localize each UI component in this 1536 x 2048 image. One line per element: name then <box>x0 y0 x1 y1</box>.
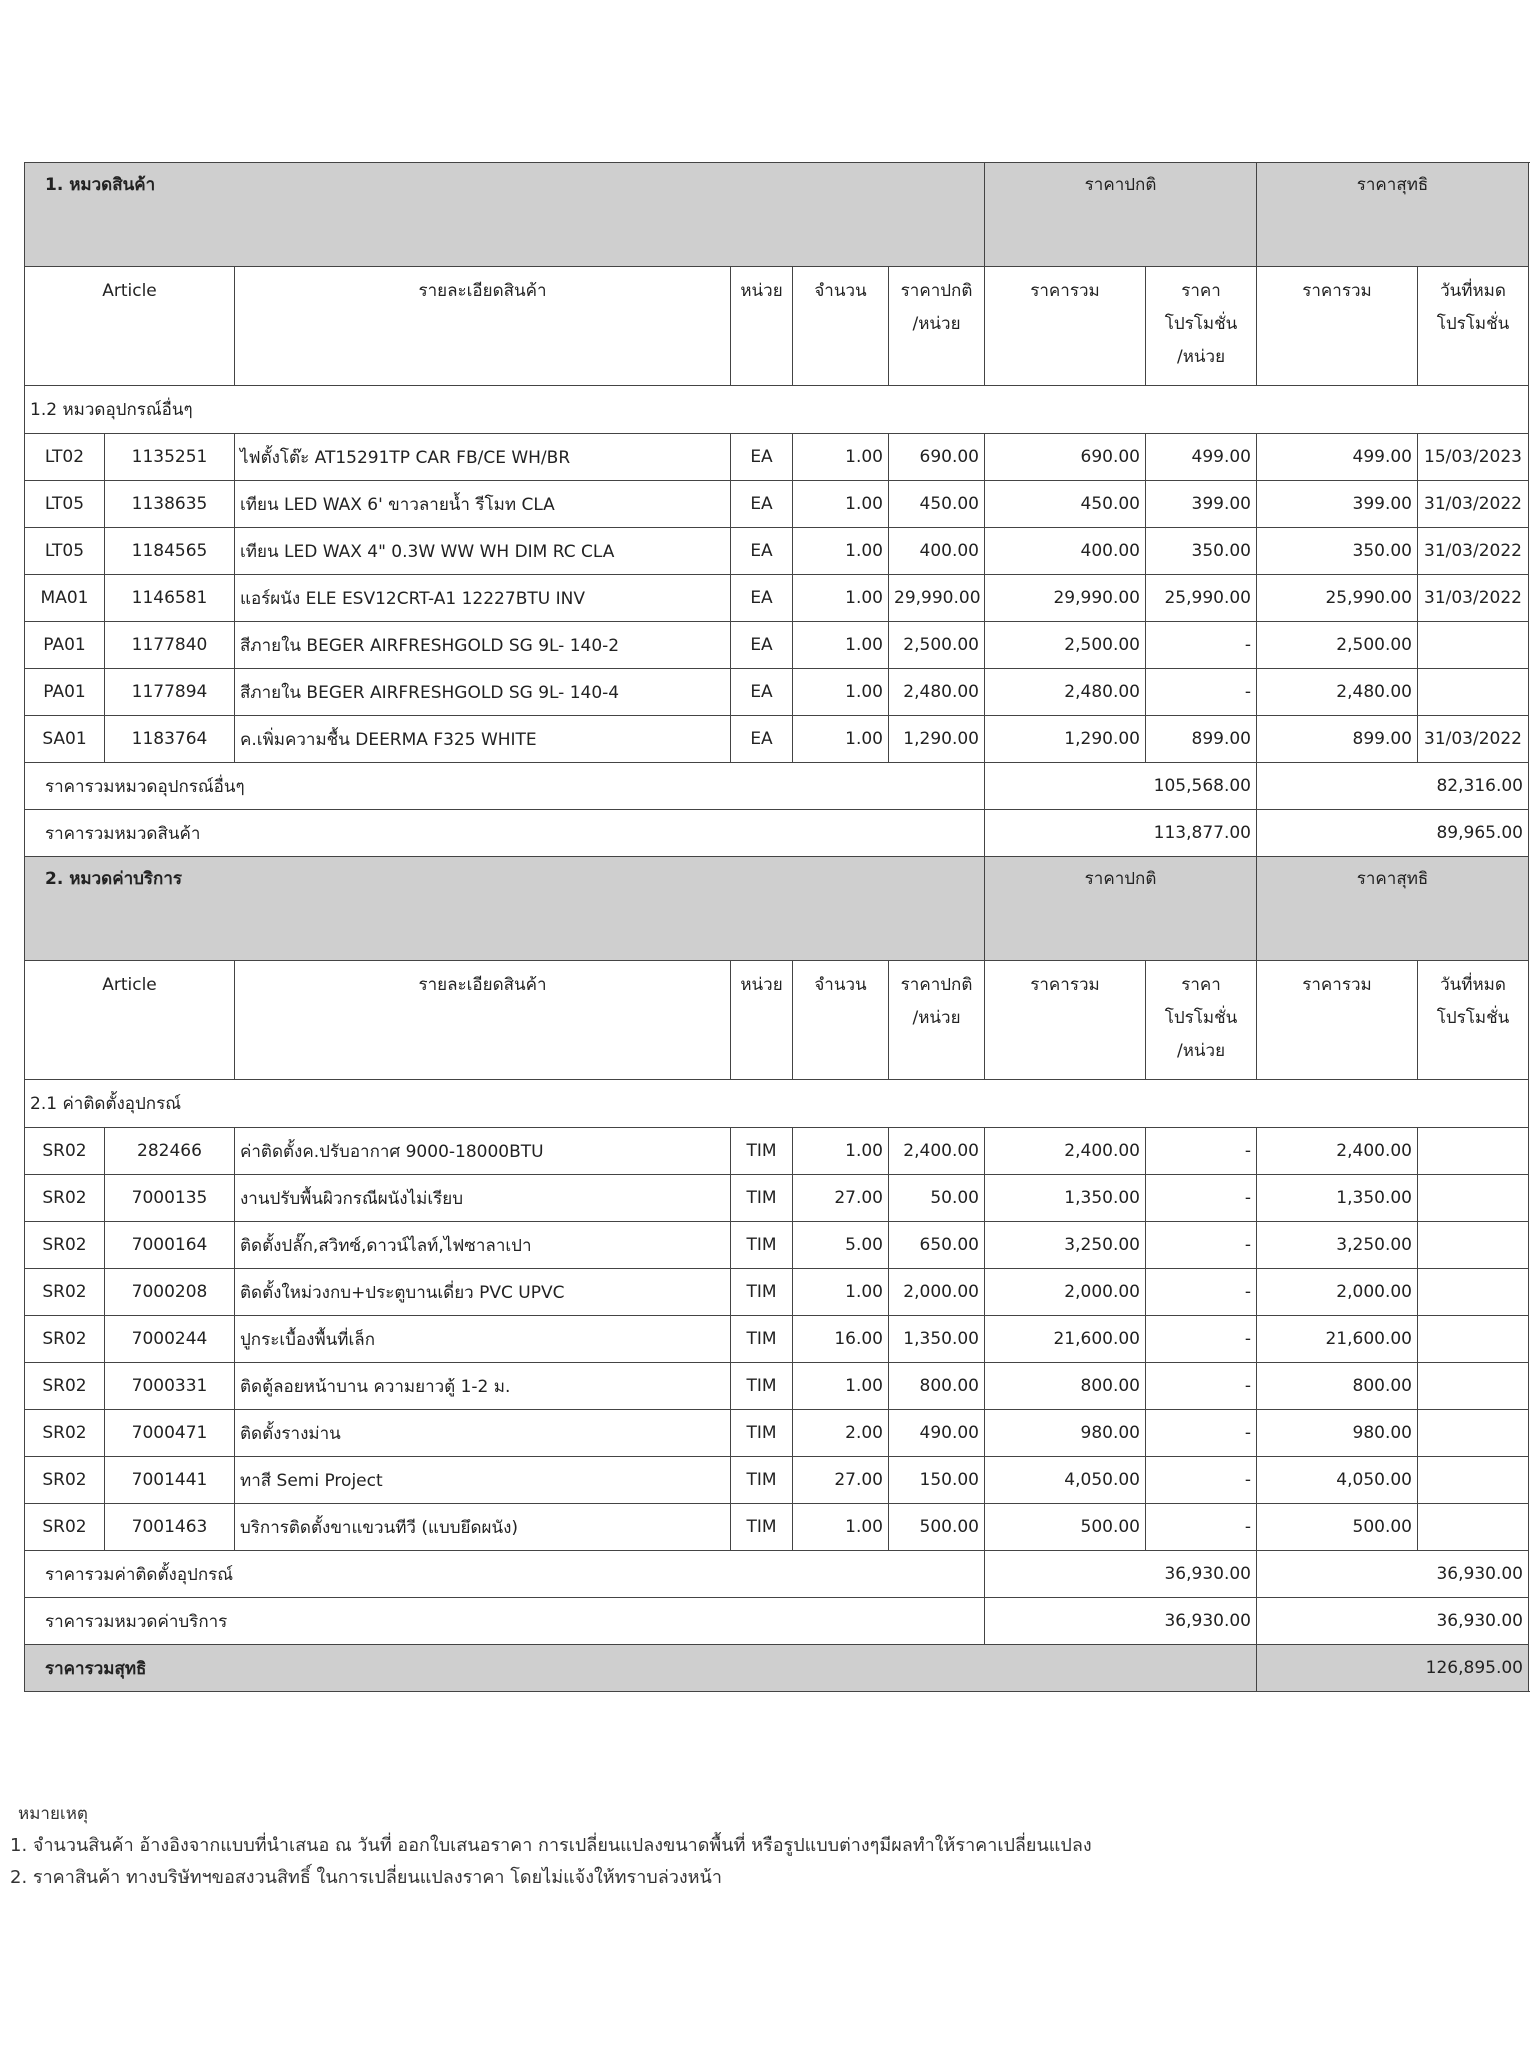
col-description: รายละเอียดสินค้า <box>235 267 731 386</box>
item-article: 7001441 <box>105 1457 235 1504</box>
item-description: ติดตั้งใหม่วงกบ+ประตูบานเดี่ยว PVC UPVC <box>235 1269 731 1316</box>
section-total-row <box>25 1598 1529 1645</box>
item-article: 1138635 <box>105 481 235 528</box>
item-total: 500.00 <box>985 1504 1146 1551</box>
item-description: แอร์ผนัง ELE ESV12CRT-A1 12227BTU INV <box>235 575 731 622</box>
subsection-row <box>25 386 1529 434</box>
section-header-row <box>25 163 1529 267</box>
item-article: 7000471 <box>105 1410 235 1457</box>
col-article: Article <box>25 267 235 386</box>
section-total-normal: 36,930.00 <box>985 1598 1257 1645</box>
item-net-total: 499.00 <box>1257 434 1418 481</box>
section-total-net: 36,930.00 <box>1257 1598 1529 1645</box>
item-net-total: 500.00 <box>1257 1504 1418 1551</box>
item-row <box>25 1363 1529 1410</box>
subsection-total-normal: 36,930.00 <box>985 1551 1257 1598</box>
note-item-1: 1. จำนวนสินค้า อ้างอิงจากแบบที่นำเสนอ ณ วันที่ ออกใบเสนอราคา การเปลี่ยนแปลงขนาดพื้นที่ หรือรูปแบบต่างๆมีผลทำให้ราคาเปลี่ยนแปลง <box>10 1835 1092 1856</box>
col-unit: หน่วย <box>731 961 793 1080</box>
item-row <box>25 1316 1529 1363</box>
item-total: 980.00 <box>985 1410 1146 1457</box>
item-unit: TIM <box>731 1504 793 1551</box>
item-code: SR02 <box>25 1363 105 1410</box>
item-unit: TIM <box>731 1128 793 1175</box>
col-promo-end-line-2: โปรโมชั่น <box>1436 314 1510 334</box>
item-unit-price: 500.00 <box>889 1504 985 1551</box>
item-code: LT05 <box>25 528 105 575</box>
item-article: 1177894 <box>105 669 235 716</box>
item-net-total: 25,990.00 <box>1257 575 1418 622</box>
item-promo-price: 25,990.00 <box>1146 575 1257 622</box>
item-code: SA01 <box>25 716 105 763</box>
grand-total-label: ราคารวมสุทธิ <box>25 1645 1257 1692</box>
item-unit-price: 50.00 <box>889 1175 985 1222</box>
item-code: SR02 <box>25 1128 105 1175</box>
item-unit-price: 1,350.00 <box>889 1316 985 1363</box>
item-unit: TIM <box>731 1410 793 1457</box>
item-article: 1184565 <box>105 528 235 575</box>
notes-title: หมายเหตุ <box>18 1804 88 1824</box>
item-net-total: 2,480.00 <box>1257 669 1418 716</box>
item-row <box>25 669 1529 716</box>
item-total: 2,480.00 <box>985 669 1146 716</box>
item-promo-price: - <box>1146 1175 1257 1222</box>
item-total: 800.00 <box>985 1363 1146 1410</box>
item-net-total: 800.00 <box>1257 1363 1418 1410</box>
item-promo-end: 31/03/2022 <box>1418 481 1529 528</box>
item-row <box>25 1504 1529 1551</box>
subsection-title: 1.2 หมวดอุปกรณ์อื่นๆ <box>25 386 1529 434</box>
item-total: 1,350.00 <box>985 1175 1146 1222</box>
item-promo-price: - <box>1146 1316 1257 1363</box>
subsection-total-net: 82,316.00 <box>1257 763 1529 810</box>
item-article: 7001463 <box>105 1504 235 1551</box>
note-item-2: 2. ราคาสินค้า ทางบริษัทฯขอสงวนสิทธิ์ ในการเปลี่ยนแปลงราคา โดยไม่แจ้งให้ทราบล่วงหน้า <box>10 1867 722 1888</box>
item-row <box>25 1269 1529 1316</box>
item-description: ค.เพิ่มความชื้น DEERMA F325 WHITE <box>235 716 731 763</box>
item-unit-price: 29,990.00 <box>889 575 985 622</box>
section-total-row <box>25 810 1529 857</box>
item-promo-end: 31/03/2022 <box>1418 528 1529 575</box>
item-row <box>25 481 1529 528</box>
item-code: SR02 <box>25 1269 105 1316</box>
item-unit: EA <box>731 481 793 528</box>
item-unit-price: 690.00 <box>889 434 985 481</box>
col-description: รายละเอียดสินค้า <box>235 961 731 1080</box>
item-promo-end <box>1418 1128 1529 1175</box>
item-net-total: 21,600.00 <box>1257 1316 1418 1363</box>
item-code: PA01 <box>25 622 105 669</box>
col-normal-total: ราคารวม <box>985 961 1146 1080</box>
item-description: สีภายใน BEGER AIRFRESHGOLD SG 9L- 140-2 <box>235 622 731 669</box>
grand-total-row <box>25 1645 1529 1692</box>
item-code: SR02 <box>25 1504 105 1551</box>
item-code: SR02 <box>25 1175 105 1222</box>
normal-price-group-label: ราคาปกติ <box>985 857 1257 961</box>
item-article: 1135251 <box>105 434 235 481</box>
item-total: 3,250.00 <box>985 1222 1146 1269</box>
item-unit-price: 2,400.00 <box>889 1128 985 1175</box>
item-qty: 27.00 <box>793 1457 889 1504</box>
item-promo-price: - <box>1146 1457 1257 1504</box>
item-code: SR02 <box>25 1222 105 1269</box>
item-promo-price: 350.00 <box>1146 528 1257 575</box>
item-qty: 1.00 <box>793 669 889 716</box>
item-unit: EA <box>731 622 793 669</box>
item-description: ติดตั้งรางม่าน <box>235 1410 731 1457</box>
item-qty: 1.00 <box>793 1128 889 1175</box>
item-description: ค่าติดตั้งค.ปรับอากาศ 9000-18000BTU <box>235 1128 731 1175</box>
item-description: เทียน LED WAX 6' ขาวลายน้ำ รีโมท CLA <box>235 481 731 528</box>
item-promo-price: - <box>1146 669 1257 716</box>
item-net-total: 2,000.00 <box>1257 1269 1418 1316</box>
item-article: 1183764 <box>105 716 235 763</box>
item-qty: 1.00 <box>793 481 889 528</box>
item-promo-price: - <box>1146 1222 1257 1269</box>
item-total: 21,600.00 <box>985 1316 1146 1363</box>
item-row <box>25 622 1529 669</box>
item-unit: EA <box>731 434 793 481</box>
item-total: 450.00 <box>985 481 1146 528</box>
item-unit-price: 450.00 <box>889 481 985 528</box>
item-qty: 5.00 <box>793 1222 889 1269</box>
item-net-total: 1,350.00 <box>1257 1175 1418 1222</box>
col-promo-price-line-1: ราคา <box>1181 975 1221 995</box>
subsection-total-normal: 105,568.00 <box>985 763 1257 810</box>
col-promo-end-line-1: วันที่หมด <box>1440 281 1506 301</box>
item-code: MA01 <box>25 575 105 622</box>
item-code: LT02 <box>25 434 105 481</box>
notes <box>10 1798 1092 1894</box>
col-promo-price-line-2: โปรโมชั่น <box>1164 314 1238 334</box>
col-normal-unit-price-line-1: ราคาปกติ <box>900 975 973 995</box>
item-net-total: 2,400.00 <box>1257 1128 1418 1175</box>
col-promo-price-line-3: /หน่วย <box>1176 1041 1226 1061</box>
item-net-total: 399.00 <box>1257 481 1418 528</box>
item-unit-price: 490.00 <box>889 1410 985 1457</box>
item-promo-end: 31/03/2022 <box>1418 575 1529 622</box>
item-promo-price: - <box>1146 622 1257 669</box>
item-article: 1177840 <box>105 622 235 669</box>
item-row <box>25 575 1529 622</box>
item-qty: 27.00 <box>793 1175 889 1222</box>
item-net-total: 2,500.00 <box>1257 622 1418 669</box>
item-unit-price: 150.00 <box>889 1457 985 1504</box>
item-article: 7000331 <box>105 1363 235 1410</box>
item-unit-price: 400.00 <box>889 528 985 575</box>
item-qty: 1.00 <box>793 716 889 763</box>
item-promo-price: - <box>1146 1504 1257 1551</box>
item-article: 7000244 <box>105 1316 235 1363</box>
item-article: 7000135 <box>105 1175 235 1222</box>
item-row <box>25 1128 1529 1175</box>
item-net-total: 899.00 <box>1257 716 1418 763</box>
item-promo-price: - <box>1146 1269 1257 1316</box>
col-unit: หน่วย <box>731 267 793 386</box>
item-qty: 1.00 <box>793 528 889 575</box>
item-description: เทียน LED WAX 4" 0.3W WW WH DIM RC CLA <box>235 528 731 575</box>
item-code: SR02 <box>25 1410 105 1457</box>
col-normal-unit-price-line-1: ราคาปกติ <box>900 281 973 301</box>
item-total: 29,990.00 <box>985 575 1146 622</box>
item-total: 400.00 <box>985 528 1146 575</box>
item-qty: 2.00 <box>793 1410 889 1457</box>
item-unit: EA <box>731 716 793 763</box>
item-description: ทาสี Semi Project <box>235 1457 731 1504</box>
item-description: บริการติดตั้งขาแขวนทีวี (แบบยึดผนัง) <box>235 1504 731 1551</box>
item-qty: 1.00 <box>793 575 889 622</box>
normal-price-group-label: ราคาปกติ <box>985 163 1257 267</box>
item-promo-price: 399.00 <box>1146 481 1257 528</box>
item-promo-end <box>1418 669 1529 716</box>
item-promo-end <box>1418 1269 1529 1316</box>
item-code: SR02 <box>25 1457 105 1504</box>
section-total-label: ราคารวมหมวดค่าบริการ <box>25 1598 985 1645</box>
item-promo-price: - <box>1146 1363 1257 1410</box>
quotation-table <box>24 162 1529 1692</box>
subsection-total-label: ราคารวมหมวดอุปกรณ์อื่นๆ <box>25 763 985 810</box>
col-normal-unit-price <box>889 961 985 1080</box>
item-promo-end: 31/03/2022 <box>1418 716 1529 763</box>
item-total: 2,500.00 <box>985 622 1146 669</box>
col-normal-total: ราคารวม <box>985 267 1146 386</box>
column-header-row <box>25 267 1529 386</box>
item-article: 7000164 <box>105 1222 235 1269</box>
column-header-row <box>25 961 1529 1080</box>
col-promo-price-line-1: ราคา <box>1181 281 1221 301</box>
col-net-total: ราคารวม <box>1257 961 1418 1080</box>
col-normal-unit-price-line-2: /หน่วย <box>912 1008 961 1028</box>
item-unit: EA <box>731 669 793 716</box>
item-promo-end <box>1418 1410 1529 1457</box>
section-total-normal: 113,877.00 <box>985 810 1257 857</box>
item-promo-end <box>1418 1175 1529 1222</box>
item-article: 1146581 <box>105 575 235 622</box>
item-code: PA01 <box>25 669 105 716</box>
col-promo-price <box>1146 961 1257 1080</box>
section-header-row <box>25 857 1529 961</box>
item-promo-price: 899.00 <box>1146 716 1257 763</box>
item-promo-end <box>1418 1363 1529 1410</box>
item-row <box>25 1410 1529 1457</box>
section-total-label: ราคารวมหมวดสินค้า <box>25 810 985 857</box>
subsection-total-row <box>25 1551 1529 1598</box>
item-unit: EA <box>731 575 793 622</box>
net-price-group-label: ราคาสุทธิ <box>1257 857 1529 961</box>
col-promo-end <box>1418 961 1529 1080</box>
item-unit-price: 800.00 <box>889 1363 985 1410</box>
col-promo-end-line-1: วันที่หมด <box>1440 975 1506 995</box>
item-row <box>25 434 1529 481</box>
item-unit-price: 2,500.00 <box>889 622 985 669</box>
item-article: 7000208 <box>105 1269 235 1316</box>
col-normal-unit-price <box>889 267 985 386</box>
item-qty: 1.00 <box>793 622 889 669</box>
item-qty: 1.00 <box>793 434 889 481</box>
item-description: ติดตู้ลอยหน้าบาน ความยาวตู้ 1-2 ม. <box>235 1363 731 1410</box>
subsection-title: 2.1 ค่าติดตั้งอุปกรณ์ <box>25 1080 1529 1128</box>
col-qty: จำนวน <box>793 267 889 386</box>
item-unit: TIM <box>731 1316 793 1363</box>
item-description: สีภายใน BEGER AIRFRESHGOLD SG 9L- 140-4 <box>235 669 731 716</box>
item-total: 690.00 <box>985 434 1146 481</box>
subsection-total-row <box>25 763 1529 810</box>
item-net-total: 4,050.00 <box>1257 1457 1418 1504</box>
item-code: LT05 <box>25 481 105 528</box>
col-promo-price-line-2: โปรโมชั่น <box>1164 1008 1238 1028</box>
item-code: SR02 <box>25 1316 105 1363</box>
quotation-body <box>25 163 1529 1692</box>
section-title: 2. หมวดค่าบริการ <box>25 857 985 961</box>
item-unit: TIM <box>731 1269 793 1316</box>
item-net-total: 3,250.00 <box>1257 1222 1418 1269</box>
col-promo-end-line-2: โปรโมชั่น <box>1436 1008 1510 1028</box>
col-promo-price-line-3: /หน่วย <box>1176 347 1226 367</box>
item-promo-price: - <box>1146 1128 1257 1175</box>
section-title: 1. หมวดสินค้า <box>25 163 985 267</box>
item-unit: TIM <box>731 1222 793 1269</box>
item-unit: EA <box>731 528 793 575</box>
item-qty: 1.00 <box>793 1363 889 1410</box>
item-total: 4,050.00 <box>985 1457 1146 1504</box>
item-unit: TIM <box>731 1175 793 1222</box>
col-qty: จำนวน <box>793 961 889 1080</box>
section-total-net: 89,965.00 <box>1257 810 1529 857</box>
col-promo-end <box>1418 267 1529 386</box>
item-description: ไฟตั้งโต๊ะ AT15291TP CAR FB/CE WH/BR <box>235 434 731 481</box>
item-row <box>25 1175 1529 1222</box>
item-net-total: 350.00 <box>1257 528 1418 575</box>
subsection-total-label: ราคารวมค่าติดตั้งอุปกรณ์ <box>25 1551 985 1598</box>
item-unit-price: 1,290.00 <box>889 716 985 763</box>
item-qty: 1.00 <box>793 1504 889 1551</box>
item-qty: 16.00 <box>793 1316 889 1363</box>
item-promo-end <box>1418 1457 1529 1504</box>
item-unit-price: 2,000.00 <box>889 1269 985 1316</box>
item-promo-end: 15/03/2023 <box>1418 434 1529 481</box>
col-promo-price <box>1146 267 1257 386</box>
item-row <box>25 716 1529 763</box>
item-description: งานปรับพื้นผิวกรณีผนังไม่เรียบ <box>235 1175 731 1222</box>
item-description: ติดตั้งปลั๊ก,สวิทซ์,ดาวน์ไลท์,ไฟซาลาเปา <box>235 1222 731 1269</box>
item-promo-end <box>1418 1316 1529 1363</box>
item-promo-end <box>1418 1222 1529 1269</box>
net-price-group-label: ราคาสุทธิ <box>1257 163 1529 267</box>
grand-total-value: 126,895.00 <box>1257 1645 1529 1692</box>
item-total: 2,000.00 <box>985 1269 1146 1316</box>
item-unit-price: 2,480.00 <box>889 669 985 716</box>
item-row <box>25 1457 1529 1504</box>
item-article: 282466 <box>105 1128 235 1175</box>
item-total: 2,400.00 <box>985 1128 1146 1175</box>
item-promo-end <box>1418 1504 1529 1551</box>
item-promo-price: 499.00 <box>1146 434 1257 481</box>
item-unit-price: 650.00 <box>889 1222 985 1269</box>
col-normal-unit-price-line-2: /หน่วย <box>912 314 961 334</box>
item-unit: TIM <box>731 1363 793 1410</box>
item-row <box>25 1222 1529 1269</box>
col-article: Article <box>25 961 235 1080</box>
subsection-row <box>25 1080 1529 1128</box>
item-row <box>25 528 1529 575</box>
item-net-total: 980.00 <box>1257 1410 1418 1457</box>
item-unit: TIM <box>731 1457 793 1504</box>
subsection-total-net: 36,930.00 <box>1257 1551 1529 1598</box>
col-net-total: ราคารวม <box>1257 267 1418 386</box>
item-total: 1,290.00 <box>985 716 1146 763</box>
item-promo-price: - <box>1146 1410 1257 1457</box>
item-qty: 1.00 <box>793 1269 889 1316</box>
item-promo-end <box>1418 622 1529 669</box>
item-description: ปูกระเบื้องพื้นที่เล็ก <box>235 1316 731 1363</box>
